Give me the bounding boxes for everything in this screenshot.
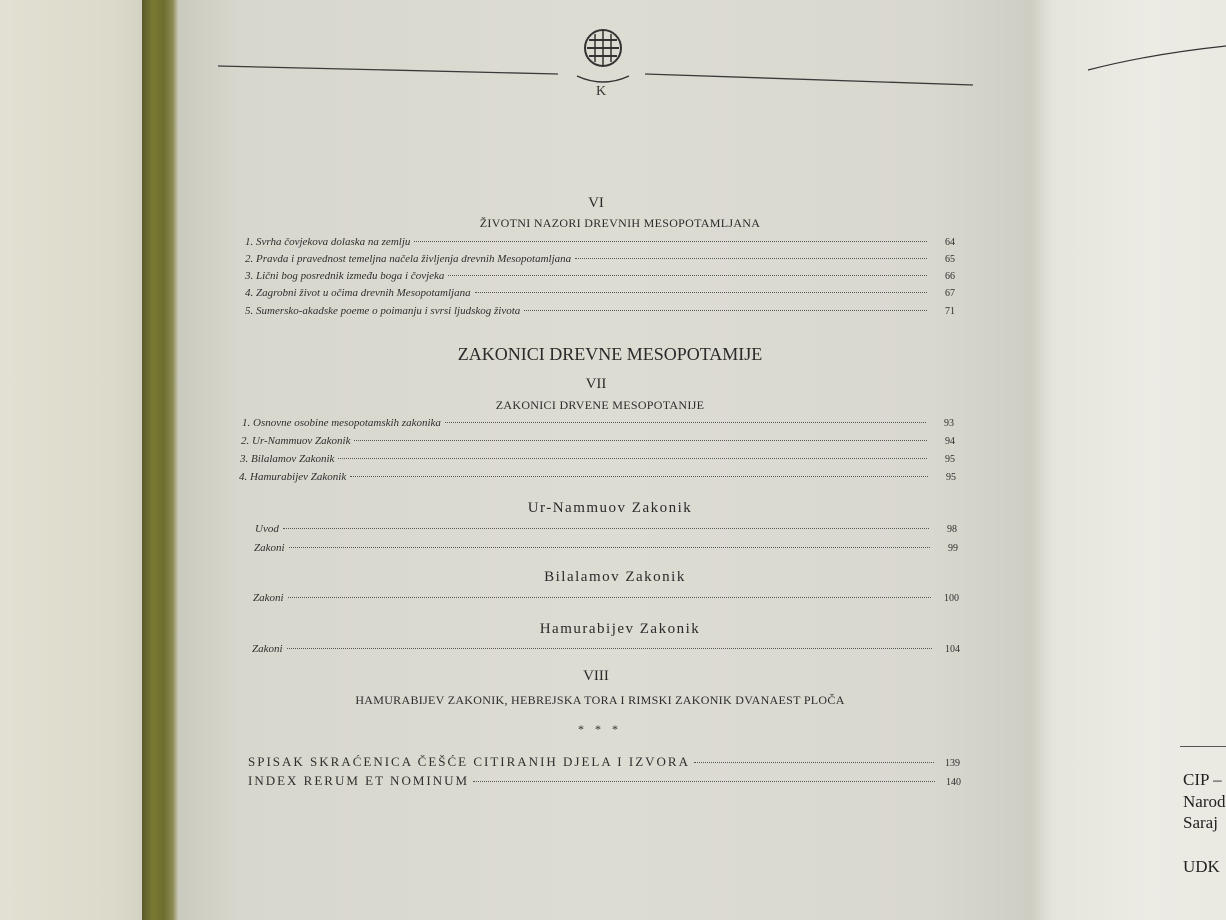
toc-entry-text: Zakoni [253, 592, 284, 604]
toc-entry[interactable] [254, 542, 958, 554]
toc-entry[interactable] [241, 435, 955, 447]
toc-entry[interactable] [245, 270, 955, 282]
section-vii-title: ZAKONICI DRVENE MESOPOTANIJE [495, 398, 705, 412]
toc-entry-page: 100 [944, 593, 959, 604]
publisher-emblem-icon [575, 26, 635, 86]
dot-leader [448, 275, 927, 276]
toc-entry-page: 94 [945, 436, 955, 447]
toc-entry-text: Sumersko-akadske poeme o poimanju i svrsi ljudskog života [256, 305, 521, 317]
ur-nammu-heading: Ur-Nammuov Zakonik [527, 500, 693, 516]
dot-leader [414, 241, 927, 242]
toc-entry-page: 139 [945, 758, 960, 769]
header-rule-right [645, 70, 977, 90]
part-title: ZAKONICI DREVNE MESOPOTAMIJE [457, 344, 763, 364]
cip-label: CIP – [1183, 770, 1222, 789]
section-viii-title: HAMURABIJEV ZAKONIK, HEBREJSKA TORA I RIMSKI ZAKONIK DVANAEST PLOČA [355, 693, 845, 707]
toc-entry-text: INDEX RERUM ET NOMINUM [248, 773, 470, 788]
hammurabi-heading: Hamurabijev Zakonik [539, 621, 701, 637]
toc-entry[interactable] [245, 236, 955, 248]
toc-entry-page: 66 [945, 271, 955, 282]
toc-entry-number: 3. [245, 270, 254, 282]
right-page-rule [1080, 40, 1226, 80]
toc-entry-number: 5. [245, 305, 254, 317]
dot-leader [445, 422, 926, 423]
section-vii-numeral: VII [585, 376, 607, 392]
section-vi-title: ŽIVOTNI NAZORI DREVNIH MESOPOTAMLJANA [479, 216, 761, 230]
dot-leader [350, 476, 928, 477]
dot-leader [338, 458, 927, 459]
dot-leader [289, 547, 930, 548]
toc-entry[interactable] [242, 417, 954, 429]
toc-entry-text: Zagrobni život u očima drevnih Mesopotamljana [256, 287, 471, 299]
toc-entry-text: Zakoni [252, 643, 283, 655]
toc-entry-number: 2. [241, 435, 250, 447]
toc-entry[interactable] [240, 453, 955, 465]
toc-entry-page: 95 [945, 454, 955, 465]
toc-entry-page: 67 [945, 288, 955, 299]
toc-entry-page: 95 [946, 472, 956, 483]
city-fragment: Saraj [1183, 813, 1218, 832]
toc-entry-page: 65 [945, 254, 955, 265]
toc-entry-page: 71 [945, 306, 955, 317]
toc-entry-text: Osnovne osobine mesopotamskih zakonika [253, 417, 441, 429]
dot-leader [475, 292, 927, 293]
toc-entry-text: Uvod [255, 523, 279, 535]
book-binding [142, 0, 178, 920]
toc-entry-number: 3. [240, 453, 249, 465]
toc-entry-page: 140 [946, 777, 961, 788]
emblem-letter: K [596, 84, 607, 99]
dot-leader [287, 648, 932, 649]
dot-leader [575, 258, 927, 259]
toc-entry[interactable] [245, 253, 955, 265]
toc-entry-number: 2. [245, 253, 254, 265]
toc-entry-number: 4. [239, 471, 248, 483]
toc-entry-text: Pravda i pravednost temeljna načela življenja drevnih Mesopotamljana [256, 253, 572, 265]
toc-entry-text: Zakoni [254, 542, 285, 554]
dot-leader [473, 781, 935, 782]
toc-entry-text: Hamurabijev Zakonik [250, 471, 347, 483]
toc-entry-page: 93 [944, 418, 954, 429]
left-page [0, 0, 160, 920]
toc-entry-page: 104 [945, 644, 960, 655]
toc-entry-number: 4. [245, 287, 254, 299]
toc-entry-text: Bilalamov Zakonik [251, 453, 335, 465]
dot-leader [288, 597, 931, 598]
toc-entry-text: SPISAK SKRAĆENICA ČEŠĆE CITIRANIH DJELA I IZVORA [248, 754, 690, 769]
toc-entry-page: 99 [948, 543, 958, 554]
publisher-fragment: Narod [1183, 792, 1226, 811]
toc-entry[interactable] [245, 305, 955, 317]
bilalama-heading: Bilalamov Zakonik [544, 569, 686, 585]
dot-leader [694, 762, 934, 763]
right-page-divider [1180, 746, 1226, 747]
toc-entry-number: 1. [245, 236, 254, 248]
section-separator: * * * [578, 722, 622, 736]
section-vi-numeral: VI [588, 195, 604, 211]
dot-leader [524, 310, 927, 311]
toc-entry-text: Svrha čovjekova dolaska na zemlju [256, 236, 411, 248]
udk-label: UDK [1183, 857, 1220, 876]
toc-entry-text: Ur-Nammuov Zakonik [252, 435, 351, 447]
toc-entry[interactable] [248, 754, 960, 770]
toc-entry[interactable] [248, 773, 961, 789]
toc-entry[interactable] [255, 523, 957, 535]
toc-entry[interactable] [245, 287, 955, 299]
dot-leader [283, 528, 929, 529]
toc-entry-page: 98 [947, 524, 957, 535]
toc-entry-number: 1. [242, 417, 251, 429]
toc-entry-text: Lični bog posrednik između boga i čovjeka [256, 270, 445, 282]
dot-leader [354, 440, 927, 441]
toc-entry-page: 64 [945, 237, 955, 248]
section-viii-numeral: VIII [583, 668, 609, 684]
toc-entry[interactable] [252, 643, 960, 655]
toc-entry[interactable] [253, 592, 959, 604]
header-rule-left [218, 64, 568, 80]
toc-entry[interactable] [239, 471, 956, 483]
